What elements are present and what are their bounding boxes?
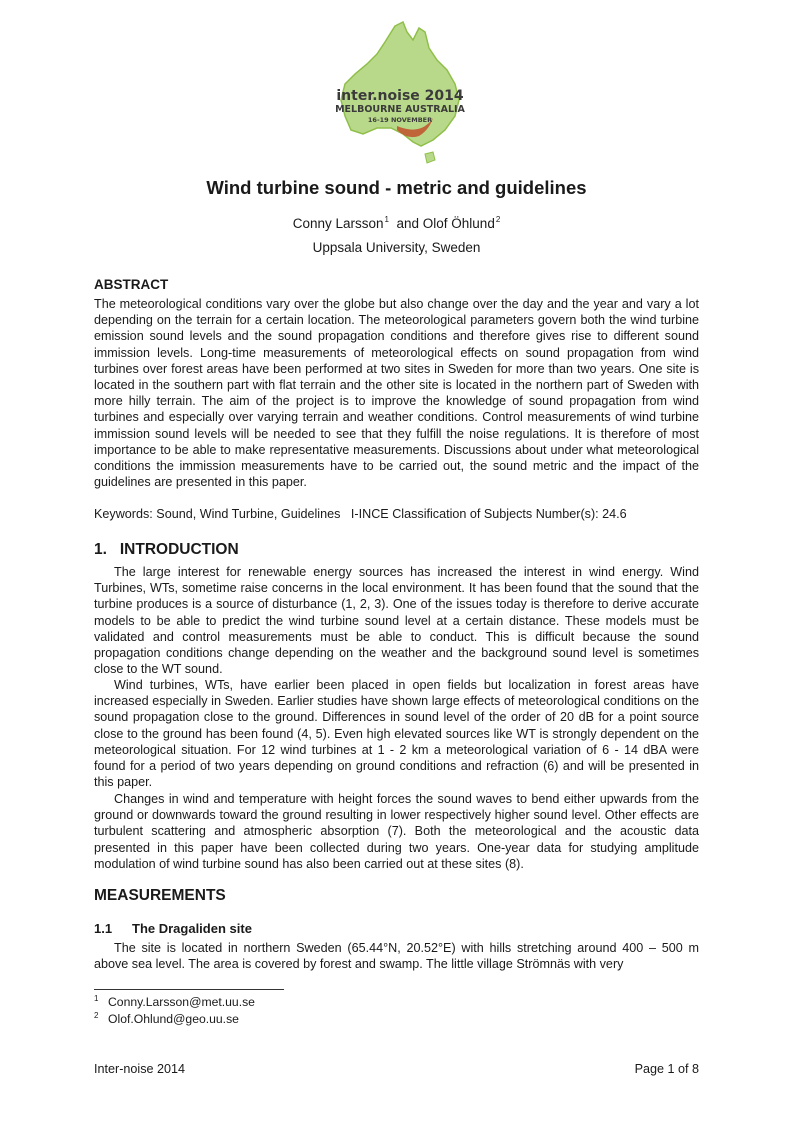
subsection-title: The Dragaliden site [132,921,252,936]
subsection-heading [94,921,252,936]
logo-line-1: inter.noise 2014 [336,88,464,104]
author-line [0,215,793,231]
footnote-2-mark: 2 [94,1011,99,1020]
keywords-text: Keywords: Sound, Wind Turbine, Guidelines [94,507,341,521]
logo-line-2: MELBOURNE AUSTRALIA [335,104,465,115]
introduction-paragraph-3: Changes in wind and temperature with height forces the sound waves to bend either upwards from the ground or downwards toward the ground resulting in lower respectively higher sound level. Other effects are turbulent scattering and atmospheric absorption (7). Both the meteorological and the acoustic data presented in this paper have been collected during two years. One-year data for studying amplitude modulation of wind turbine sound has also been carried out at these sites (8). [94,792,699,871]
footer-conference: Inter-noise 2014 [94,1062,186,1076]
footnote-2-email[interactable]: Olof.Ohlund@geo.uu.se [108,1012,239,1026]
measurements-heading: MEASUREMENTS [94,887,226,904]
author-2-mark: 2 [495,215,501,224]
introduction-heading: 1. INTRODUCTION [94,541,239,558]
footer-page-number: Page 1 of 8 [634,1062,699,1076]
author-separator: and [396,216,420,231]
affiliation: Uppsala University, Sweden [312,240,481,255]
footnote-1-mark: 1 [94,994,99,1003]
footnote-1-email[interactable]: Conny.Larsson@met.uu.se [108,995,255,1009]
site-description: The site is located in northern Sweden (65.44°N, 20.52°E) with hills stretching around 400 – 500 m above sea level. The area is covered by forest and swamp. The little village Strömnäs with very [94,941,699,972]
footnote-divider [94,989,284,990]
paper-title: Wind turbine sound - metric and guidelines [206,177,587,198]
conference-logo [333,18,467,168]
classification-text: I-INCE Classification of Subjects Number(s): 24.6 [350,507,627,521]
introduction-paragraph-2: Wind turbines, WTs, have earlier been placed in open fields but localization in forest areas have increased especially in Sweden. Earlier studies have shown large effects of meteorological conditions on the sound propagation close to the ground. Differences in sound level of the order of 20 dB for a point source close to the ground has been found (4, 5). Even high elevated sources like WT is strongly dependent on the meteorological situation. For 12 wind turbines at 1 - 2 km a meteorological variation of 6 - 14 dBA were found for a period of two years depending on ground conditions and refraction (6) and will be presented in this paper. [94,678,699,790]
footnote-2 [94,1011,239,1026]
footnote-1 [94,994,255,1009]
author-1-mark: 1 [384,215,389,224]
subsection-number: 1.1 [94,921,113,936]
introduction-paragraph-1: The large interest for renewable energy sources has increased the interest in wind energy. Wind Turbines, WTs, sometime raise concerns in the local environment. It has been found that the sound that the turbine produces is a source of disturbance (1, 2, 3). One of the issues today is therefore to derive accurate models to be able to predict the wind turbine sound level at a certain distance. These models must be validated and control measurements must be able to conduct. This is difficult because the sound propagation conditions change depending on the weather and the background sound level is sometimes close to the WT sound. [94,565,699,677]
tasmania-shape [425,152,435,163]
author-2: Olof Öhlund [422,216,495,231]
logo-line-3: 16-19 NOVEMBER [367,116,433,124]
author-1: Conny Larsson [292,216,384,231]
abstract-body: The meteorological conditions vary over the globe but also change over the day and the year and vary a lot depending on the terrain for a certain location. The meteorological parameters govern both the wind turbine emission sound levels and the sound propagation conditions and therefore gives rise to different sound immission levels. Long-time measurements of meteorological effects on sound propagation from wind turbines over forest areas have been performed at two sites in Sweden for more than two years. One site is located in the southern part with flat terrain and the other site is located in the northern part of Sweden with more hilly terrain. The aim of the project is to improve the knowledge of sound propagation from wind turbines and especially over varying terrain and weather conditions. Control measurements of wind turbine immission sound levels will be needed to see that they fulfill the noise regulations. It is therefore of most importance to be able to make representative measurements. Discussions about under what meteorological conditions the immission measurements have to be carried out, the sound metric and the impact of the guidelines are presented in this paper. [94,297,699,490]
abstract-heading: ABSTRACT [94,277,169,292]
keywords-line [94,507,699,521]
